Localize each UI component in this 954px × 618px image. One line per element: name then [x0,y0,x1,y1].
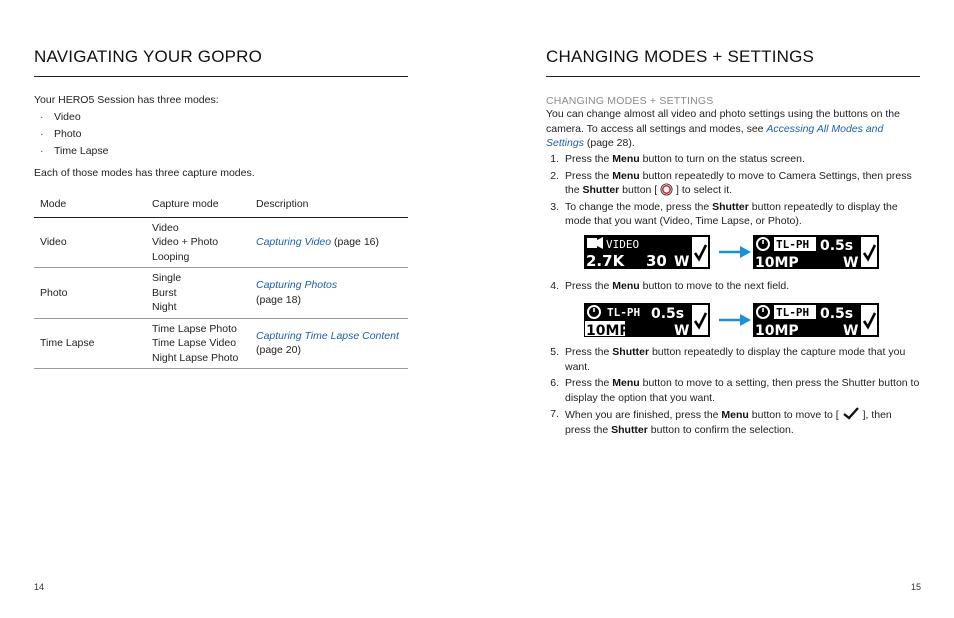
cell-mode: Video [34,217,146,268]
section-subhead: CHANGING MODES + SETTINGS [546,95,714,107]
table-row [34,217,408,268]
checkmark-icon [842,407,860,420]
modes-table [34,193,408,369]
camera-status-screen-timelapse [753,235,879,269]
arrow-right-icon [718,312,752,328]
screen-interval: 0.5s [820,306,854,322]
screen-megapixels: 10MP [586,323,630,337]
steps-list [546,279,920,296]
list-item: 7. When you are finished, press the Menu button to move to [ ], then press the Shutter button to confirm the selection. [550,408,892,436]
list-item: 4. Press the Menu button to move to the next field. [550,280,790,292]
header-capture-mode: Capture mode [146,193,250,217]
screen-fov: W [674,254,690,269]
page-title: NAVIGATING YOUR GOPRO [34,47,263,66]
cell-mode: Photo [34,268,146,319]
title-rule [34,76,408,77]
bullet-icon: · [40,111,44,123]
capture-intro: Each of those modes has three capture modes. [34,167,255,179]
screen-fov: W [843,255,859,269]
link-capturing-video[interactable]: Capturing Video [256,236,332,248]
list-item: 2. Press the Menu button repeatedly to move to Camera Settings, then press the Shutter button [ ] to select it. [550,169,912,196]
header-description: Description [250,193,408,217]
list-item: 3. To change the mode, press the Shutter button repeatedly to display the mode that you want (Video, Time Lapse, or Photo). [550,200,898,227]
settings-intro: You can change almost all video and photo settings using the buttons on the camera. To access all settings and modes, see Accessing All Modes and Settings (page 28). [546,108,900,149]
bullet-icon: · [40,145,44,157]
table-row [34,268,408,319]
table-row [34,318,408,369]
cell-description: Capturing Time Lapse Content (page 20) [250,318,408,369]
screen-megapixels: 10MP [755,323,799,337]
header-mode: Mode [34,193,146,217]
cell-description: Capturing Photos (page 18) [250,268,408,319]
list-item: · Video [34,109,108,126]
table-header-row [34,193,408,217]
camera-status-screen-timelapse [584,303,710,337]
screen-resolution: 2.7K [586,252,625,269]
list-item: 1. Press the Menu button to turn on the status screen. [550,153,805,165]
page-title: CHANGING MODES + SETTINGS [546,47,815,66]
steps-list [546,345,920,439]
cell-capture: Single Burst Night [146,268,250,319]
screen-mode-label: VIDEO [606,238,640,251]
screen-fov: W [843,323,859,337]
screen-interval: 0.5s [651,306,685,322]
screen-fps: 30 [646,252,667,269]
screen-megapixels: 10MP [755,255,799,269]
link-capturing-time-lapse[interactable]: Capturing Time Lapse Content [256,329,399,342]
cell-capture: Time Lapse Photo Time Lapse Video Night Lapse Photo [146,318,250,369]
screen-fov: W [674,323,690,337]
page-number: 14 [34,582,45,592]
list-item: · Time Lapse [34,143,108,160]
page-number: 15 [911,582,922,592]
link-capturing-photos[interactable]: Capturing Photos [256,279,338,292]
arrow-right-icon [718,244,752,260]
link-accessing-all-modes[interactable]: Accessing All Modes and Settings [546,122,884,149]
shutter-button-icon [660,183,673,196]
list-item: 5. Press the Shutter button repeatedly to display the capture mode that you want. [550,346,906,373]
video-camera-icon [587,237,603,249]
screen-interval: 0.5s [820,238,854,254]
list-item: · Photo [34,126,108,143]
camera-status-screen-video [584,235,710,269]
screen-mode-label: TL-PH [776,306,810,319]
steps-list [546,152,920,231]
cell-mode: Time Lapse [34,318,146,369]
title-rule [546,76,920,77]
modes-list [34,109,108,160]
bullet-icon: · [40,128,44,140]
right-page [546,0,920,618]
left-page [34,0,408,618]
screen-mode-label: TL-PH [607,306,641,319]
screen-mode-label: TL-PH [776,238,810,251]
modes-intro: Your HERO5 Session has three modes: [34,94,219,106]
cell-description: Capturing Video (page 16) [250,217,408,268]
camera-status-screen-timelapse [753,303,879,337]
cell-capture: Video Video + Photo Looping [146,217,250,268]
list-item: 6. Press the Menu button to move to a setting, then press the Shutter button to display the option that you want. [550,377,920,404]
